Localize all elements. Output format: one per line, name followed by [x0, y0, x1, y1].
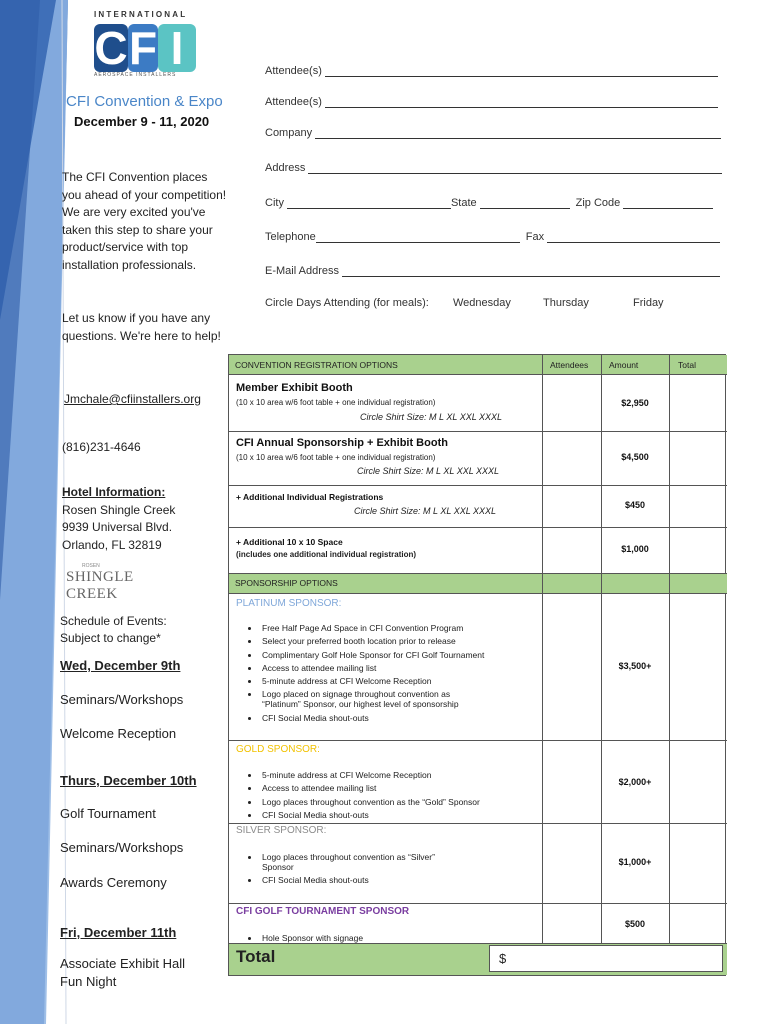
- total-label: Total: [236, 947, 276, 966]
- schedule-day-thurs: Thurs, December 10th: [60, 773, 197, 788]
- logo-letter-i: I: [158, 24, 196, 72]
- header-options: CONVENTION REGISTRATION OPTIONS: [235, 360, 398, 370]
- header-amount: Amount: [609, 360, 639, 370]
- benefit-item: • 5-minute address at CFI Welcome Reception: [260, 770, 538, 780]
- silver-sponsor-label: SILVER SPONSOR:: [236, 825, 327, 836]
- logo-letter-f: F: [128, 22, 158, 74]
- logo-letter-c: C: [94, 22, 128, 74]
- rosen-logo-name: SHINGLE CREEK: [66, 569, 134, 602]
- row-divider: [229, 431, 727, 432]
- option-title-member-booth: Member Exhibit Booth: [236, 382, 353, 394]
- row-divider: [229, 374, 727, 375]
- benefit-item: • 5-minute address at CFI Welcome Reception: [260, 676, 538, 686]
- benefit-item: • CFI Social Media shout-outs: [260, 875, 538, 885]
- fax-input[interactable]: [547, 232, 720, 243]
- benefit-item: • Free Half Page Ad Space in CFI Convention Program: [260, 623, 538, 633]
- golf-sponsor-label: CFI GOLF TOURNAMENT SPONSOR: [236, 906, 410, 917]
- telephone-fax-field[interactable]: [265, 231, 720, 243]
- header-attendees: Attendees: [550, 360, 589, 370]
- circle-days-label: Circle Days Attending (for meals):: [265, 297, 429, 309]
- amount-additional-space: $1,000: [621, 544, 649, 554]
- telephone-label: Telephone: [265, 231, 316, 243]
- column-divider: [542, 355, 543, 943]
- contact-email-link[interactable]: Jmchale@cfiinstallers.org: [64, 392, 201, 406]
- gold-sponsor-label: GOLD SPONSOR:: [236, 744, 320, 755]
- option-sub: (10 x 10 area w/6 foot table + one individual registration): [236, 398, 436, 407]
- zip-label: Zip Code: [575, 197, 621, 209]
- column-divider: [601, 355, 602, 943]
- city-input[interactable]: [287, 198, 451, 209]
- shirt-size-options[interactable]: Circle Shirt Size: M L XL XXL XXXL: [357, 466, 500, 476]
- company-label: Company: [265, 127, 313, 139]
- amount-additional-registrations: $450: [624, 500, 646, 510]
- benefit-item: • Complimentary Golf Hole Sponsor for CFI Golf Tournament: [260, 650, 538, 660]
- day-option-friday[interactable]: Friday: [633, 297, 664, 309]
- logo-top-text: INTERNATIONAL: [94, 10, 188, 19]
- option-sub: (10 x 10 area w/6 foot table + one individual registration): [236, 453, 436, 462]
- amount-golf: $500: [624, 919, 646, 929]
- benefit-item: • CFI Social Media shout-outs: [260, 810, 538, 820]
- gold-benefits: [238, 770, 538, 823]
- event-title: CFI Convention & Expo: [66, 93, 223, 110]
- benefit-item: • CFI Social Media shout-outs: [260, 713, 538, 723]
- benefit-item: • Access to attendee mailing list: [260, 663, 538, 673]
- benefit-item: • Hole Sponsor with signage: [260, 933, 538, 943]
- address-input[interactable]: [308, 163, 722, 174]
- attendee-field-1[interactable]: [265, 65, 718, 77]
- address-label: Address: [265, 162, 306, 174]
- rosen-shingle-creek-logo: [66, 563, 161, 602]
- attendee-input-2[interactable]: [325, 97, 718, 108]
- schedule-item: Seminars/Workshops: [60, 692, 184, 707]
- total-input[interactable]: [489, 945, 723, 972]
- schedule-day-wed: Wed, December 9th: [60, 658, 181, 673]
- company-input[interactable]: [315, 128, 721, 139]
- sponsorship-header: SPONSORSHIP OPTIONS: [235, 578, 338, 588]
- benefit-item: • Logo places throughout convention as the “Gold” Sponsor: [260, 797, 538, 807]
- registration-table: [228, 354, 726, 976]
- email-input[interactable]: [342, 266, 720, 277]
- amount-platinum: $3,500+: [618, 661, 652, 671]
- attendee-field-2[interactable]: [265, 96, 718, 108]
- schedule-heading: [60, 613, 167, 647]
- row-divider: [229, 740, 727, 741]
- option-title-additional-space: + Additional 10 x 10 Space: [236, 537, 343, 547]
- address-field[interactable]: [265, 162, 722, 174]
- hotel-street: 9939 Universal Blvd.: [62, 520, 173, 534]
- decorative-side-band: [0, 0, 70, 1024]
- amount-silver: $1,000+: [618, 857, 652, 867]
- silver-benefits: [238, 852, 538, 889]
- hotel-name: Rosen Shingle Creek: [62, 502, 176, 517]
- city-state-zip-field[interactable]: [265, 197, 713, 209]
- header-total: Total: [678, 360, 696, 370]
- hotel-city: Orlando, FL 32819: [62, 537, 162, 552]
- email-field[interactable]: [265, 265, 720, 277]
- email-label: E-Mail Address: [265, 265, 339, 277]
- rosen-logo-small-text: ROSEN: [82, 563, 100, 569]
- row-divider: [229, 485, 727, 486]
- golf-benefits: [238, 933, 538, 946]
- fax-label: Fax: [525, 231, 545, 243]
- intro-text: The CFI Convention places you ahead of your competition! We are very excited you've taken this step to share your product/service with top installation professionals.: [62, 170, 227, 272]
- row-divider: [229, 903, 727, 904]
- amount-member-booth: $2,950: [621, 398, 649, 408]
- schedule-item: Seminars/Workshops: [60, 840, 184, 855]
- shirt-size-options[interactable]: Circle Shirt Size: M L XL XXL XXXL: [354, 506, 497, 516]
- row-divider: [229, 573, 727, 574]
- city-label: City: [265, 197, 284, 209]
- row-divider: [229, 593, 727, 594]
- schedule-day-fri: Fri, December 11th: [60, 925, 177, 940]
- schedule-item: Associate Exhibit Hall: [60, 956, 185, 971]
- company-field[interactable]: [265, 127, 721, 139]
- attendee-label-2: Attendee(s): [265, 96, 322, 108]
- column-divider: [669, 355, 670, 943]
- day-option-thursday[interactable]: Thursday: [543, 297, 589, 309]
- schedule-item: Golf Tournament: [60, 806, 156, 821]
- schedule-item: Awards Ceremony: [60, 875, 167, 890]
- attendee-label-1: Attendee(s): [265, 65, 322, 77]
- benefit-item: • Access to attendee mailing list: [260, 783, 538, 793]
- benefit-item: • Select your preferred booth location prior to release: [260, 636, 538, 646]
- option-title-additional-registrations: + Additional Individual Registrations: [236, 492, 384, 502]
- circle-days-row: [265, 297, 664, 309]
- benefit-item: • Logo placed on signage throughout convention as “Platinum” Sponsor, our highest level of sponsorship: [260, 689, 487, 709]
- schedule-heading-line2: Subject to change*: [60, 631, 161, 645]
- attendee-input-1[interactable]: [325, 66, 718, 77]
- logo-sub-text: AEROSPACE INSTALLERS: [94, 72, 177, 78]
- shirt-size-options[interactable]: Circle Shirt Size: M L XL XXL XXXL: [360, 412, 503, 422]
- schedule-item: Fun Night: [60, 974, 117, 989]
- state-label: State: [450, 197, 477, 209]
- zip-input[interactable]: [623, 198, 713, 209]
- amount-gold: $2,000+: [618, 777, 652, 787]
- benefit-item: • Logo places throughout convention as “Silver” Sponsor: [260, 852, 462, 872]
- total-currency: $: [499, 951, 507, 966]
- platinum-sponsor-label: PLATINUM SPONSOR:: [236, 598, 342, 609]
- schedule-item: Welcome Reception: [60, 726, 177, 741]
- option-sub: (includes one additional individual registration): [236, 550, 417, 559]
- day-option-wednesday[interactable]: Wednesday: [453, 297, 511, 309]
- platinum-benefits: [238, 623, 538, 726]
- hotel-info: [62, 484, 175, 554]
- contact-phone: (816)231-4646: [62, 440, 141, 454]
- schedule-heading-line1: Schedule of Events:: [60, 614, 167, 628]
- state-input[interactable]: [480, 198, 570, 209]
- amount-annual-sponsorship: $4,500: [621, 452, 649, 462]
- event-dates: December 9 - 11, 2020: [74, 114, 210, 129]
- row-divider: [229, 527, 727, 528]
- option-title-annual-sponsorship: CFI Annual Sponsorship + Exhibit Booth: [236, 437, 448, 449]
- telephone-input[interactable]: [316, 232, 520, 243]
- contact-prompt: Let us know if you have any questions. We're here to help!: [62, 311, 221, 343]
- hotel-heading: Hotel Information:: [62, 485, 166, 499]
